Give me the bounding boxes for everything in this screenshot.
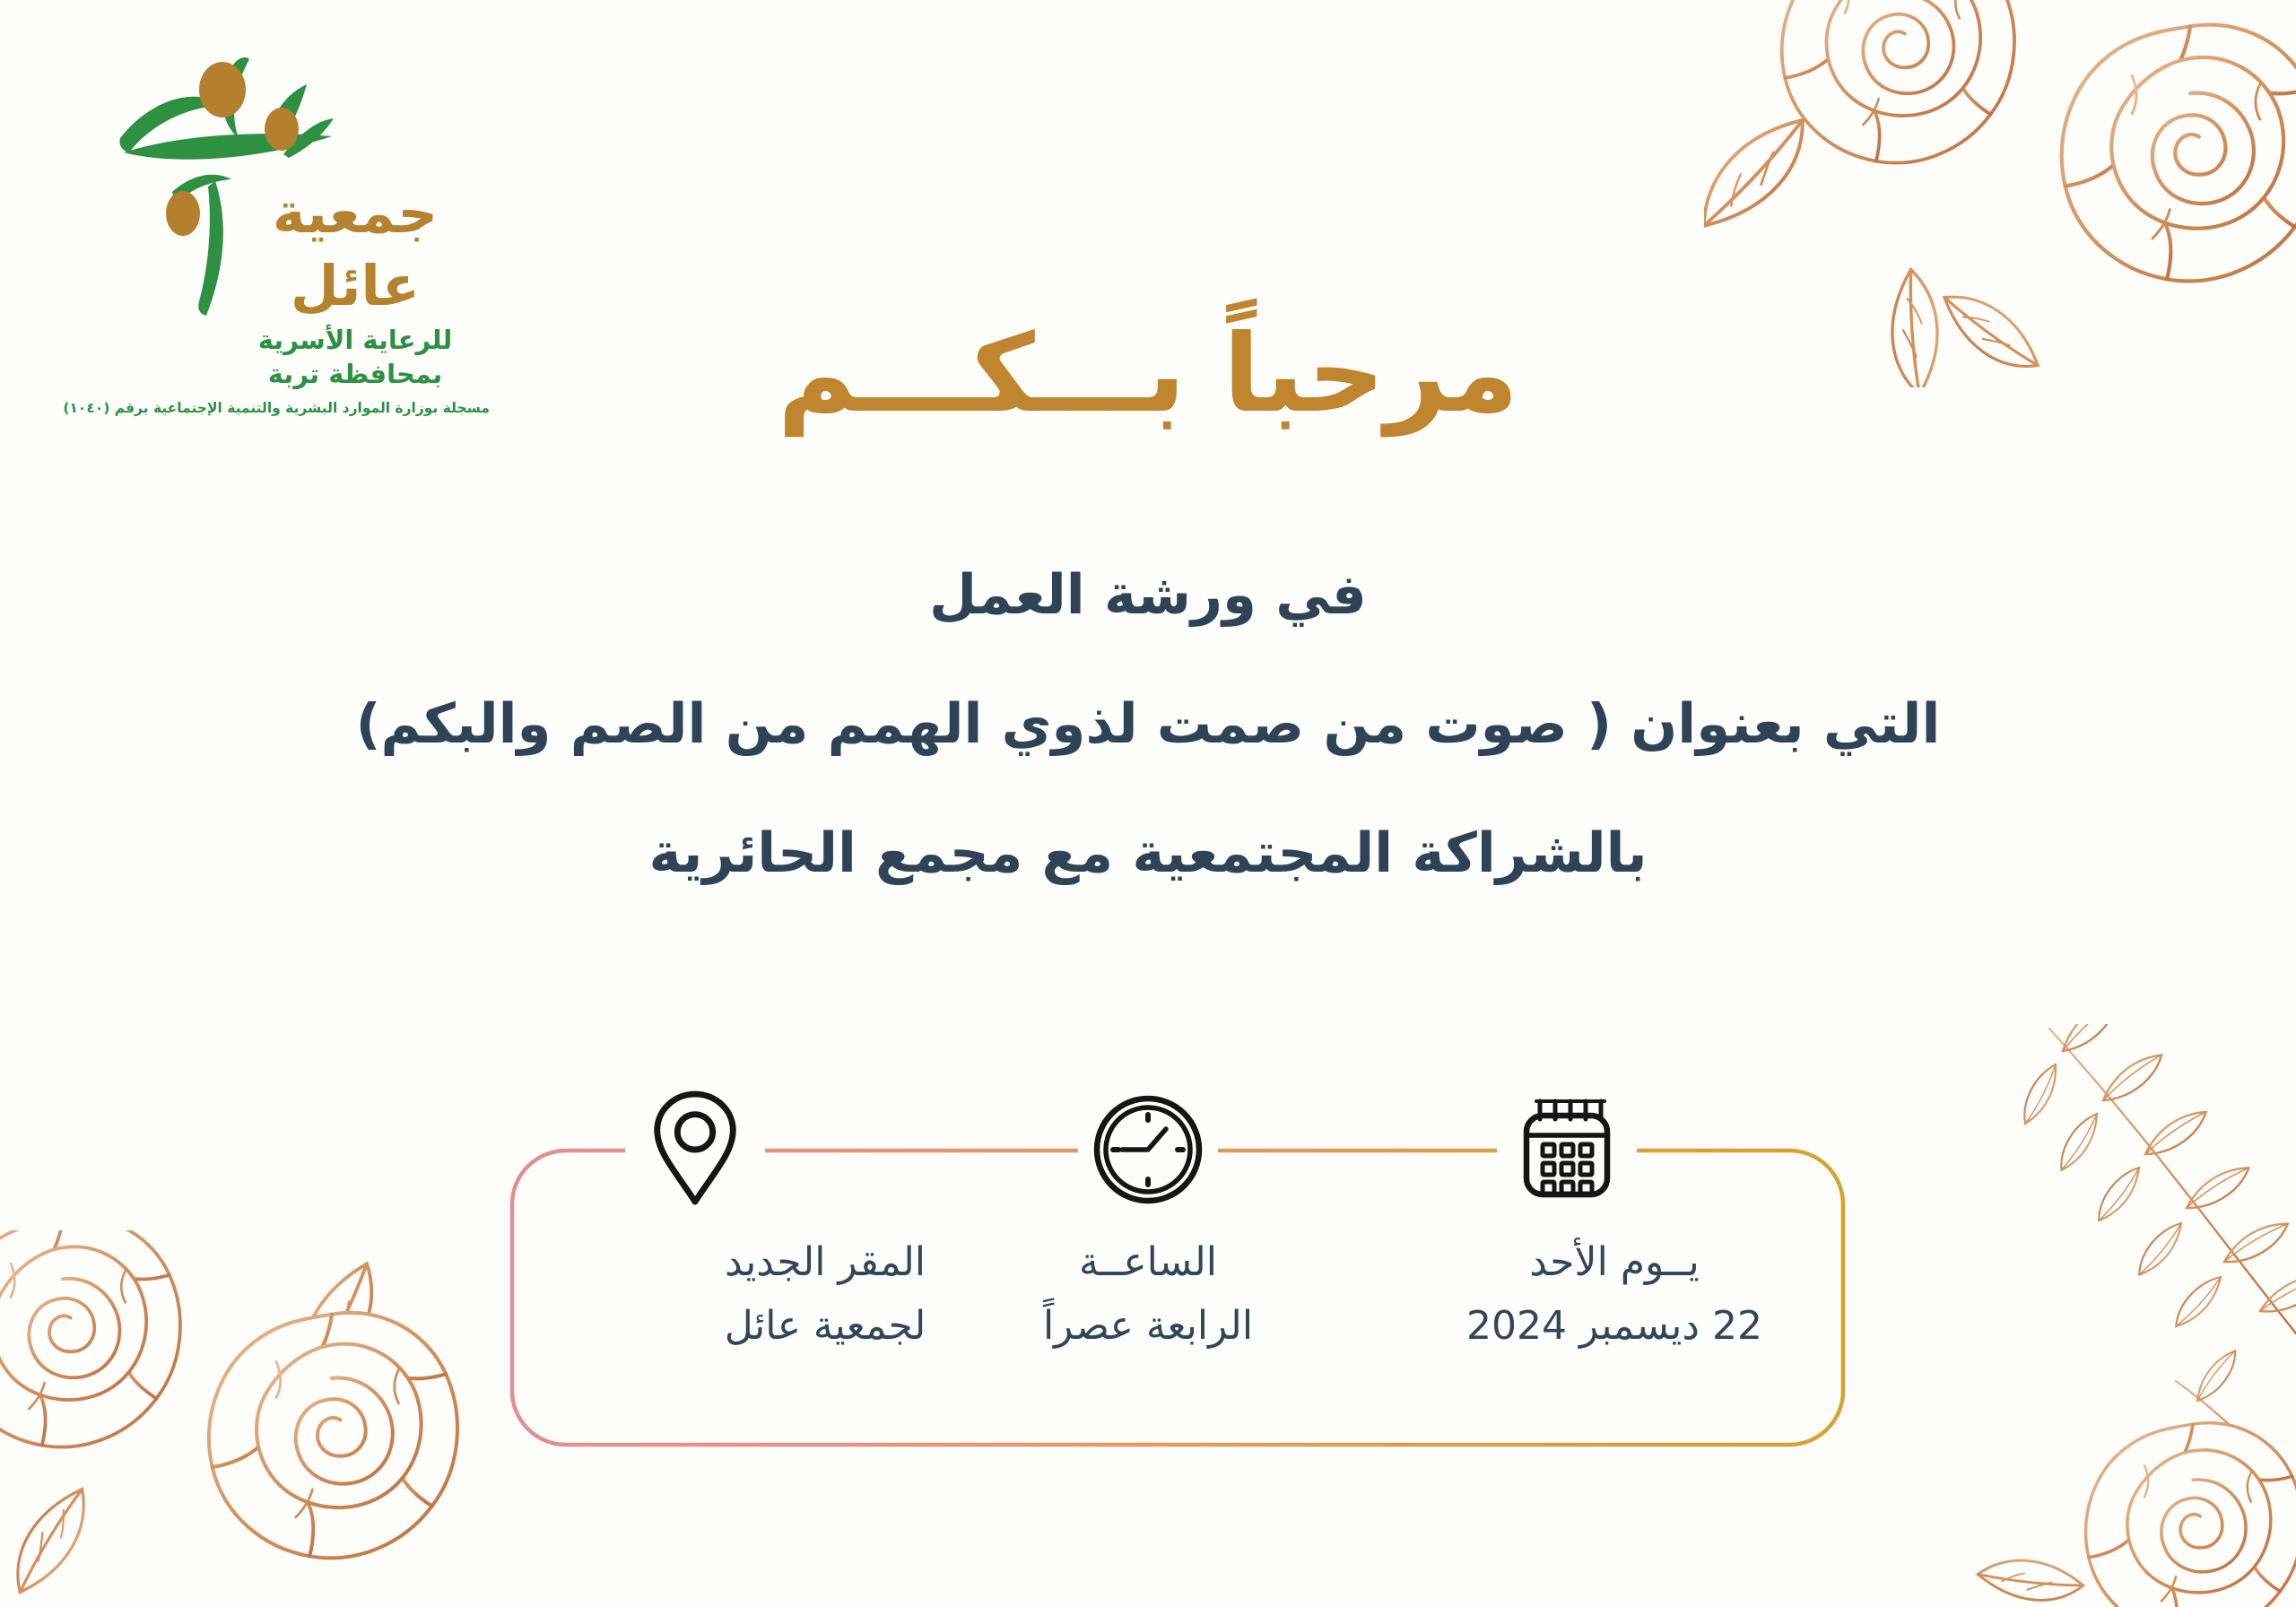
date-value: 22 ديسمبر 2024 bbox=[1465, 1303, 1763, 1350]
calendar-icon bbox=[1515, 1094, 1619, 1205]
time-title: الساعــة bbox=[1079, 1239, 1217, 1285]
date-chip bbox=[1497, 1080, 1637, 1220]
location-title: المقر الجديد bbox=[724, 1239, 926, 1285]
location-value: لجمعية عائل bbox=[724, 1303, 926, 1350]
roses-decoration-bottom-left bbox=[0, 1230, 459, 1607]
time-chip bbox=[1078, 1080, 1218, 1220]
workshop-title-line: التي بعنوان ( صوت من صمت لذوي الهمم من الصم والبكم) bbox=[355, 692, 1941, 756]
location-detail bbox=[637, 1230, 1013, 1359]
partnership-line: بالشراكة المجتمعية مع مجمع الحائرية bbox=[648, 821, 1648, 885]
location-pin-icon bbox=[642, 1090, 748, 1209]
logo-subtitle: للرعاية الأسرية بمحافظة تربة bbox=[257, 325, 453, 389]
date-title: يــوم الأحد bbox=[1529, 1239, 1700, 1285]
date-detail bbox=[1426, 1230, 1803, 1359]
time-detail bbox=[960, 1230, 1336, 1359]
clock-icon bbox=[1091, 1093, 1205, 1206]
logo-title: جمعية عائل bbox=[272, 180, 439, 318]
location-chip bbox=[625, 1080, 765, 1220]
time-value: الرابعة عصراً bbox=[1042, 1303, 1254, 1350]
logo-registration: مسجلة بوزارة الموارد البشرية والتنمية الإجتماعية برقم (١٠٤٠) bbox=[63, 399, 490, 416]
branch-decoration-bottom-right bbox=[1955, 1024, 2296, 1607]
welcome-title: مرحباً بـــكـــم bbox=[777, 312, 1519, 437]
workshop-intro-line: في ورشة العمل bbox=[929, 563, 1367, 627]
